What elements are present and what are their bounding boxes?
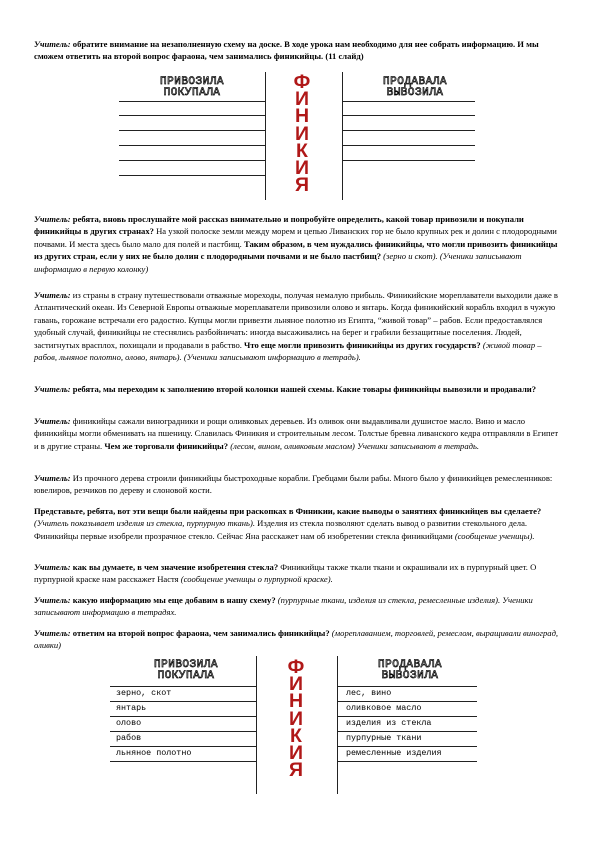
speaker-label: Учитель: (34, 214, 71, 224)
word-letter: К (290, 724, 302, 747)
paragraph-intro (34, 38, 562, 63)
word-letter: И (288, 707, 303, 730)
speaker-label: Учитель: (34, 416, 71, 426)
export-item: пурпурные ткани (346, 733, 422, 743)
paragraph-answer (34, 627, 562, 652)
answer-note: (Учитель показывает изделия из стекла, пурпурную ткань). (34, 518, 255, 529)
import-item: льняное полотно (116, 748, 192, 758)
export-item: изделия из стекла (346, 718, 432, 728)
body-text: На узкой полоске земли между морем и цепью Ливанских гор не было крупных рек и долин с плодородными почвами. И места здесь было мало для полей и пастбищ. (34, 226, 557, 249)
scheme-line (119, 145, 265, 146)
question-text: Что еще могли привозить финикийцы из других государств? (241, 339, 481, 350)
paragraph-trade (34, 415, 562, 452)
body-text: финикийцы сажали виноградники и рощи оливковых деревьев. Из оливок они выдавливали душистое масло. Вино и масло финикийцы могли обменивать на пшеницу. Славилась Финикия и строительным лесом. Толстые бревна ливанского кедра отправляли в Египет и в другие страны. (34, 416, 559, 451)
answer-note: (живой товар – рабов, льняное полотно, олово, янтарь). (Ученики записывают информацию в тетрадь). (34, 339, 542, 363)
export-item: оливковое масло (346, 703, 422, 713)
left-divider (256, 656, 257, 794)
phoenicia-vertical-word (276, 656, 316, 782)
word-letter: Ф (293, 71, 311, 93)
export-item: лес, вино (346, 688, 392, 698)
scheme-line (110, 716, 256, 717)
body-text: Финикийцы также ткали ткани и окрашивали их в пурпурный цвет. О пурпурной краске нам расскажет Настя (34, 562, 537, 585)
scheme-line (337, 701, 477, 702)
question-text: Представьте, ребята, вот эти вещи были найдены при раскопках в Финикии, какие выводы о занятиях финикийцев вы сделаете? (34, 506, 542, 516)
import-item: рабов (116, 733, 142, 743)
word-letter: К (296, 139, 308, 162)
paragraph-add-info (34, 594, 562, 619)
question-text: какую информацию мы еще добавим в нашу схему? (70, 595, 276, 605)
answer-note: (сообщение ученицы о пурпурной краске). (178, 574, 333, 585)
left-column-title-1: ПРИВОЗИЛА (160, 76, 224, 88)
scheme-line (342, 145, 475, 146)
scheme-line (337, 686, 477, 687)
right-column-title-2: ВЫВОЗИЛА (386, 87, 444, 99)
question-text: ребята, мы переходим к заполнению второй колонки нашей схемы. Какие товары финикийцы вывозили и продавали? (70, 384, 537, 394)
question-text: Чем же торговали финикийцы? (102, 440, 229, 451)
speaker-label: Учитель: (34, 384, 71, 394)
scheme-line (337, 716, 477, 717)
paragraph-exports-question (34, 383, 562, 395)
word-letter: Ф (287, 656, 305, 678)
answer-note: (зерно и скот). (Ученики записывают информацию в первую колонку) (34, 251, 522, 274)
import-item: зерно, скот (116, 688, 172, 698)
answer-note: (мореплаванием, торговлей, ремеслом, выращивали виноград, оливки) (34, 628, 559, 651)
right-divider (337, 656, 338, 794)
left-column-title-2: ПОКУПАЛА (157, 670, 215, 682)
export-item: ремесленные изделия (346, 748, 442, 758)
word-letter: И (294, 157, 309, 180)
speaker-label: Учитель: (34, 628, 71, 638)
answer-note: (пурпурные ткани, изделия из стекла, ремесленные изделия). Ученики записывают информацию в тетрадях. (34, 595, 533, 618)
speaker-label: Учитель: (34, 39, 71, 49)
body-text: из страны в страну путешествовали отважные мореходы, получая немалую прибыль. Финикийские мореплаватели выходили даже в Атлантический океан. Из Северной Европы отважные мореплаватели привозили олово и янтарь. Когда финикийский корабль входил в чужую гавань, горожане встречали его радостно. Купцы могли привезти льняное полотно из Египта, “живой товар” – рабов. Если предоставлялся удобный случай, финикийцы не стеснялись разбойничать: иногда высаживались на берег и грабили беззащитные поселения. Людей, застигнутых врасплох, похищали и продавали в рабство. (34, 290, 558, 350)
scheme-line (119, 115, 265, 116)
word-letter: И (294, 88, 309, 111)
word-letter: И (294, 122, 309, 145)
question-text: Таким образом, в чем нуждались финикийцы, что могли привозить финикийцы из других стран, если у них не было долин с плодородными почвами и не было пастбищ? (34, 238, 558, 262)
word-letter: Н (288, 690, 304, 713)
body-text: Изделия из стекла позволяют сделать вывод о развитии стекольного дела. Финикийцы первые изобрели прозрачное стекло. Сейчас Яна расскажет нам об изобретении стекла финикийцами (34, 518, 528, 541)
scheme-line (110, 746, 256, 747)
paragraph-glass (34, 561, 562, 586)
import-item: олово (116, 718, 142, 728)
scheme-line (119, 101, 265, 102)
speaker-label: Учитель: (34, 562, 71, 572)
word-letter: Н (294, 105, 310, 128)
scheme-line (342, 115, 475, 116)
question-text: ребята, вновь прослушайте мой рассказ внимательно и попробуйте определить, какой товар привозили и покупали финикийцы в других странах? (34, 214, 524, 237)
right-column-title-1: ПРОДАВАЛА (378, 659, 442, 671)
word-letter: И (288, 673, 303, 696)
scheme-line (110, 731, 256, 732)
intro-text: обратите внимание на незаполненную схему на доске. В ходе урока нам необходимо для нее собрать информацию. И мы сможем ответить на второй вопрос фараона, чем занимались финикийцы. (11 слайд) (34, 39, 539, 62)
paragraph-crafts (34, 472, 562, 497)
word-letter: Я (288, 759, 303, 782)
scheme-line (110, 761, 256, 762)
question-text: ответим на второй вопрос фараона, чем занимались финикийцы? (70, 628, 330, 638)
answer-note: (сообщение ученицы). (452, 530, 535, 541)
scheme-line (342, 130, 475, 131)
paragraph-imports (34, 213, 562, 275)
right-divider (342, 72, 343, 200)
scheme-line (110, 701, 256, 702)
scheme-line (119, 130, 265, 131)
answer-note: (лесом, вином, оливковым маслом) Ученики записывают в тетрадь. (228, 440, 480, 451)
word-letter: И (288, 742, 303, 765)
body-text: Из прочного дерева строили финикийцы быстроходные корабли. Гребцами были рабы. Много было у финикийцев ремесленников: ювелиров, резчиков по дереву и слоновой кости. (34, 473, 553, 496)
right-column-title-1: ПРОДАВАЛА (383, 76, 447, 88)
left-column-title-1: ПРИВОЗИЛА (154, 659, 218, 671)
scheme-line (119, 175, 265, 176)
speaker-label: Учитель: (34, 473, 71, 483)
scheme-line (337, 746, 477, 747)
paragraph-finds (34, 505, 562, 542)
scheme-line (337, 761, 477, 762)
left-column-title-2: ПОКУПАЛА (163, 87, 221, 99)
scheme-line (119, 160, 265, 161)
speaker-label: Учитель: (34, 290, 71, 300)
question-text: как вы думаете, в чем значение изобретения стекла? (70, 562, 279, 572)
scheme-line (342, 101, 475, 102)
phoenicia-vertical-word (282, 71, 322, 197)
scheme-line (337, 731, 477, 732)
scheme-line (110, 686, 256, 687)
speaker-label: Учитель: (34, 595, 71, 605)
left-divider (265, 72, 266, 200)
paragraph-seafarers (34, 289, 562, 363)
scheme-line (342, 160, 475, 161)
import-item: янтарь (116, 703, 147, 713)
word-letter: Я (294, 174, 309, 197)
right-column-title-2: ВЫВОЗИЛА (381, 670, 439, 682)
